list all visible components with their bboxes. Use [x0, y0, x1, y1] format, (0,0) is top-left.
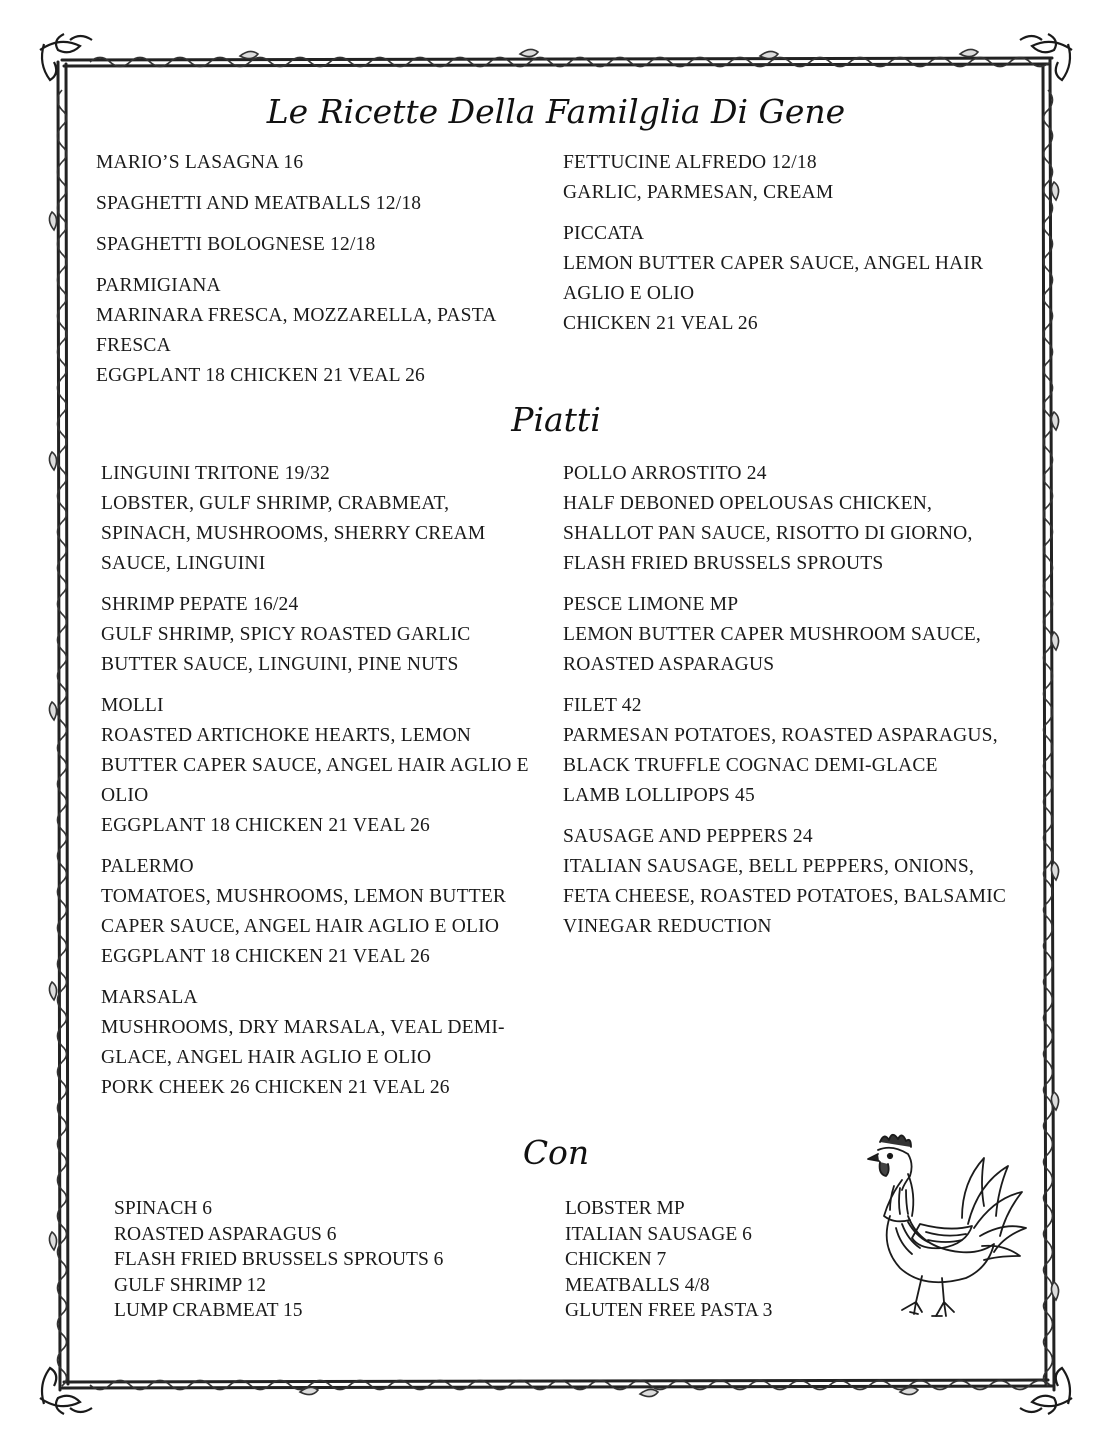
menu-item-description: MARINARA FRESCA, MOZZARELLA, PASTA FRESCA	[96, 305, 496, 356]
family-column-right	[563, 148, 1023, 350]
piatti-column-right	[563, 459, 1023, 953]
menu-item-prices: EGGPLANT 18 CHICKEN 21 VEAL 26	[101, 815, 431, 836]
page-title: Le Ricette Della Familglia Di Gene	[266, 92, 846, 131]
menu-item-description: GARLIC, PARMESAN, CREAM	[563, 182, 834, 203]
menu-item	[563, 148, 1023, 208]
menu-item	[101, 691, 531, 841]
menu-item	[563, 219, 1023, 339]
side-item: MEATBALLS 4/8	[565, 1274, 710, 1296]
menu-item	[101, 459, 531, 579]
menu-item	[563, 691, 1023, 811]
menu-item-description: PARMESAN POTATOES, ROASTED ASPARAGUS, BLACK TRUFFLE COGNAC DEMI-GLACE	[563, 725, 998, 776]
menu-item-description: LOBSTER, GULF SHRIMP, CRABMEAT, SPINACH, MUSHROOMS, SHERRY CREAM SAUCE, LINGUINI	[101, 493, 486, 574]
menu-item-name: FILET 42	[563, 695, 642, 716]
menu-item-name: PARMIGIANA	[96, 275, 221, 296]
side-item: FLASH FRIED BRUSSELS SPROUTS 6	[114, 1249, 444, 1270]
menu-item-name: SPAGHETTI BOLOGNESE 12/18	[96, 234, 376, 255]
menu-item	[101, 983, 531, 1103]
menu-item	[96, 271, 536, 391]
rooster-icon	[850, 1128, 1030, 1328]
side-item: ITALIAN SAUSAGE 6	[565, 1223, 752, 1245]
menu-item	[563, 459, 1023, 579]
menu-item	[96, 230, 536, 260]
menu-item-name: MOLLI	[101, 695, 164, 716]
menu-item-name: POLLO ARROSTITO 24	[563, 463, 767, 484]
menu-item-name: FETTUCINE ALFREDO 12/18	[563, 152, 817, 173]
side-item: CHICKEN 7	[565, 1249, 667, 1270]
menu-item-description: HALF DEBONED OPELOUSAS CHICKEN, SHALLOT PAN SAUCE, RISOTTO DI GIORNO, FLASH FRIED BRUSSELS SPROUTS	[563, 493, 973, 574]
menu-item-prices: EGGPLANT 18 CHICKEN 21 VEAL 26	[101, 946, 431, 967]
menu-item	[563, 590, 1023, 680]
side-item: GLUTEN FREE PASTA 3	[565, 1300, 773, 1321]
menu-item-description: GULF SHRIMP, SPICY ROASTED GARLIC BUTTER SAUCE, LINGUINI, PINE NUTS	[101, 624, 471, 675]
side-item: LOBSTER MP	[565, 1198, 685, 1219]
menu-item-name: SHRIMP PEPATE 16/24	[101, 594, 299, 615]
menu-item-name: MARSALA	[101, 987, 198, 1008]
menu-item-description: MUSHROOMS, DRY MARSALA, VEAL DEMI-GLACE, ANGEL HAIR AGLIO E OLIO	[101, 1017, 505, 1068]
menu-item-prices: CHICKEN 21 VEAL 26	[563, 313, 758, 334]
menu-item-name: PICCATA	[563, 223, 645, 244]
sides-column-left	[114, 1196, 443, 1324]
menu-item-name: LINGUINI TRITONE 19/32	[101, 463, 330, 484]
side-item: SPINACH 6	[114, 1198, 213, 1219]
menu-item-description: LEMON BUTTER CAPER SAUCE, ANGEL HAIR AGLIO E OLIO	[563, 253, 984, 304]
menu-item-prices: LAMB LOLLIPOPS 45	[563, 785, 755, 806]
menu-item-name: SPAGHETTI AND MEATBALLS 12/18	[96, 193, 422, 214]
menu-item	[563, 822, 1023, 942]
menu-item-name: PESCE LIMONE MP	[563, 594, 739, 615]
menu-item-description: ITALIAN SAUSAGE, BELL PEPPERS, ONIONS, FETA CHEESE, ROASTED POTATOES, BALSAMIC VINEGAR REDUCTION	[563, 856, 1007, 937]
section-title-piatti: Piatti	[511, 400, 601, 439]
family-column-left	[96, 148, 536, 402]
menu-item-description: ROASTED ARTICHOKE HEARTS, LEMON BUTTER CAPER SAUCE, ANGEL HAIR AGLIO E OLIO	[101, 725, 529, 806]
side-item: LUMP CRABMEAT 15	[114, 1300, 303, 1321]
menu-item-description: TOMATOES, MUSHROOMS, LEMON BUTTER CAPER SAUCE, ANGEL HAIR AGLIO E OLIO	[101, 886, 507, 937]
menu-item	[101, 852, 531, 972]
menu-item-description: LEMON BUTTER CAPER MUSHROOM SAUCE, ROASTED ASPARAGUS	[563, 624, 981, 675]
menu-item-prices: EGGPLANT 18 CHICKEN 21 VEAL 26	[96, 365, 426, 386]
section-title-con: Con	[522, 1133, 590, 1172]
menu-item	[96, 189, 536, 219]
menu-item	[96, 148, 536, 178]
side-item: GULF SHRIMP 12	[114, 1274, 267, 1296]
sides-column-right	[565, 1196, 772, 1324]
piatti-column-left	[101, 459, 531, 1114]
menu-item-name: SAUSAGE AND PEPPERS 24	[563, 826, 813, 847]
menu-item-name: MARIO’S LASAGNA 16	[96, 152, 304, 173]
menu-item-name: PALERMO	[101, 856, 194, 877]
menu-item-prices: PORK CHEEK 26 CHICKEN 21 VEAL 26	[101, 1077, 450, 1098]
side-item: ROASTED ASPARAGUS 6	[114, 1223, 337, 1245]
menu-item	[101, 590, 531, 680]
